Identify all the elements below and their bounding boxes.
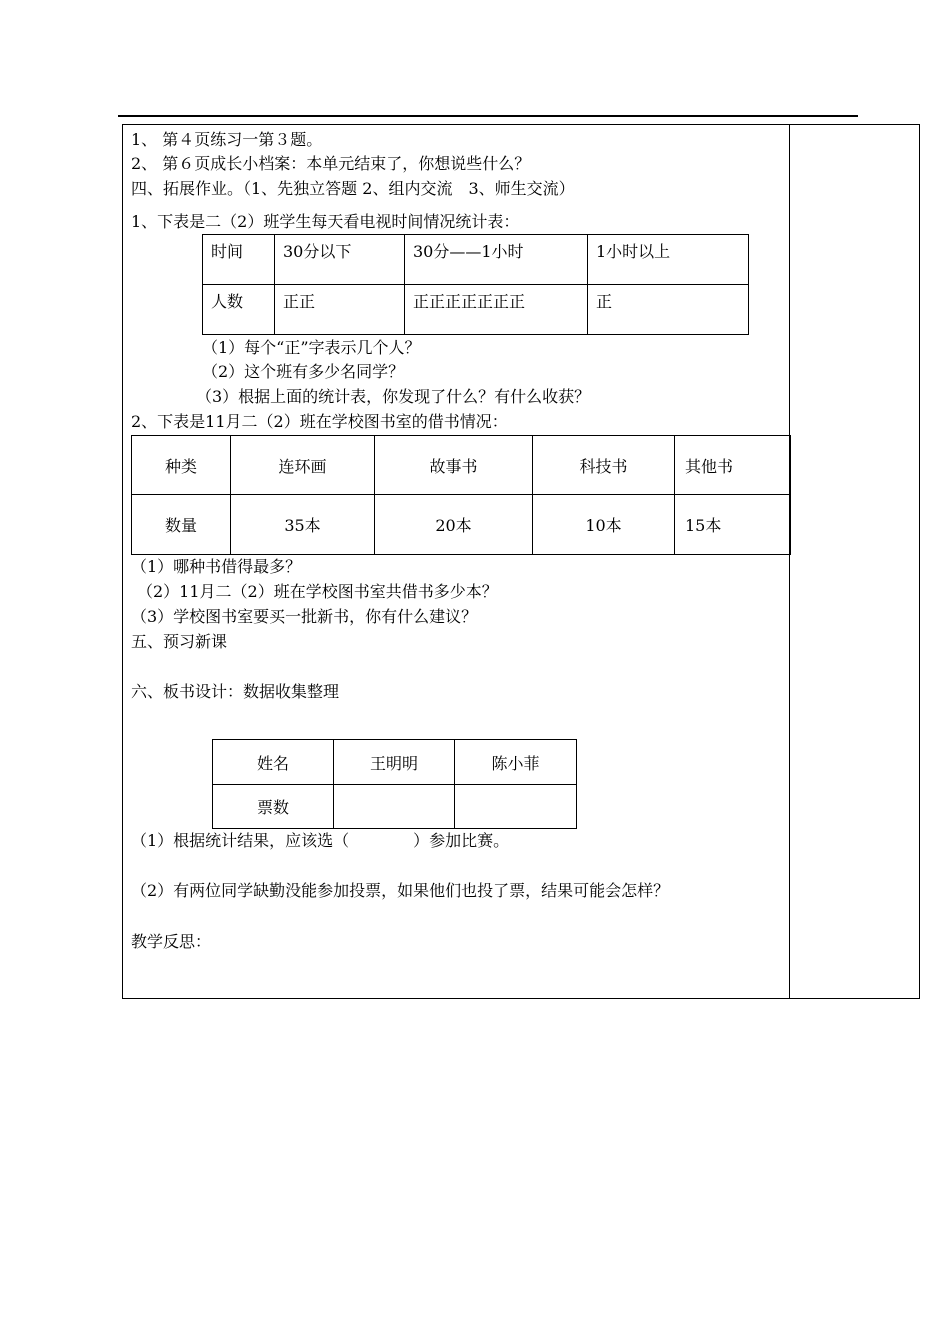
reflection-label: 教学反思： xyxy=(131,932,212,951)
vote-question-a: （1）根据统计结果，应该选（ ）参加比赛。 xyxy=(131,831,510,850)
table-cell: 15本 xyxy=(675,495,791,555)
table-cell: 姓名 xyxy=(213,740,334,785)
question-1-b: （2）这个班有多少名同学？ xyxy=(202,362,405,381)
question-2-b: （2）11月二（2）班在学校图书室共借书多少本？ xyxy=(137,582,498,601)
question-1-c: （3）根据上面的统计表，你发现了什么？有什么收获？ xyxy=(196,387,591,406)
question-2-intro: 2、下表是11月二（2）班在学校图书室的借书情况： xyxy=(131,412,508,431)
table-cell: 种类 xyxy=(132,436,231,495)
table-cell: 30分——1小时 xyxy=(405,235,588,285)
table-cell: 20本 xyxy=(375,495,533,555)
vote-table xyxy=(212,739,577,829)
table-cell: 其他书 xyxy=(675,436,791,495)
table-cell: 故事书 xyxy=(375,436,533,495)
table-cell: 正 xyxy=(588,285,749,335)
table-cell: 王明明 xyxy=(334,740,455,785)
table-cell: 正正正正正正正 xyxy=(405,285,588,335)
table-cell: 连环画 xyxy=(231,436,375,495)
section-4-heading: 四、拓展作业。（1、先独立答题 2、组内交流 3、师生交流） xyxy=(131,179,575,198)
question-2-c: （3）学校图书室要买一批新书，你有什么建议？ xyxy=(131,607,478,626)
section-5-heading: 五、预习新课 xyxy=(131,632,228,651)
table-cell: 10本 xyxy=(533,495,675,555)
table-cell: 35本 xyxy=(231,495,375,555)
homework-line-1: 1、 第４页练习一第３题。 xyxy=(131,130,323,149)
table-cell: 人数 xyxy=(203,285,275,335)
tv-time-table xyxy=(202,234,749,335)
book-borrow-table xyxy=(131,435,791,555)
table-cell xyxy=(455,785,577,829)
table-cell: 正正 xyxy=(275,285,405,335)
table-cell: 30分以下 xyxy=(275,235,405,285)
vote-question-b: （2）有两位同学缺勤没能参加投票，如果他们也投了票，结果可能会怎样？ xyxy=(131,881,670,900)
header-rule xyxy=(118,115,858,117)
question-1-intro: 1、下表是二（2）班学生每天看电视时间情况统计表： xyxy=(131,212,520,231)
table-cell: 票数 xyxy=(213,785,334,829)
homework-line-2: 2、 第６页成长小档案：本单元结束了，你想说些什么？ xyxy=(131,154,531,173)
question-2-a: （1）哪种书借得最多？ xyxy=(131,557,302,576)
table-cell: 1小时以上 xyxy=(588,235,749,285)
section-6-heading: 六、板书设计：数据收集整理 xyxy=(131,682,340,701)
table-cell: 数量 xyxy=(132,495,231,555)
question-1-a: （1）每个“正”字表示几个人？ xyxy=(202,338,421,357)
frame-divider xyxy=(789,124,790,999)
table-cell: 科技书 xyxy=(533,436,675,495)
table-cell: 时间 xyxy=(203,235,275,285)
table-cell: 陈小菲 xyxy=(455,740,577,785)
table-cell xyxy=(334,785,455,829)
